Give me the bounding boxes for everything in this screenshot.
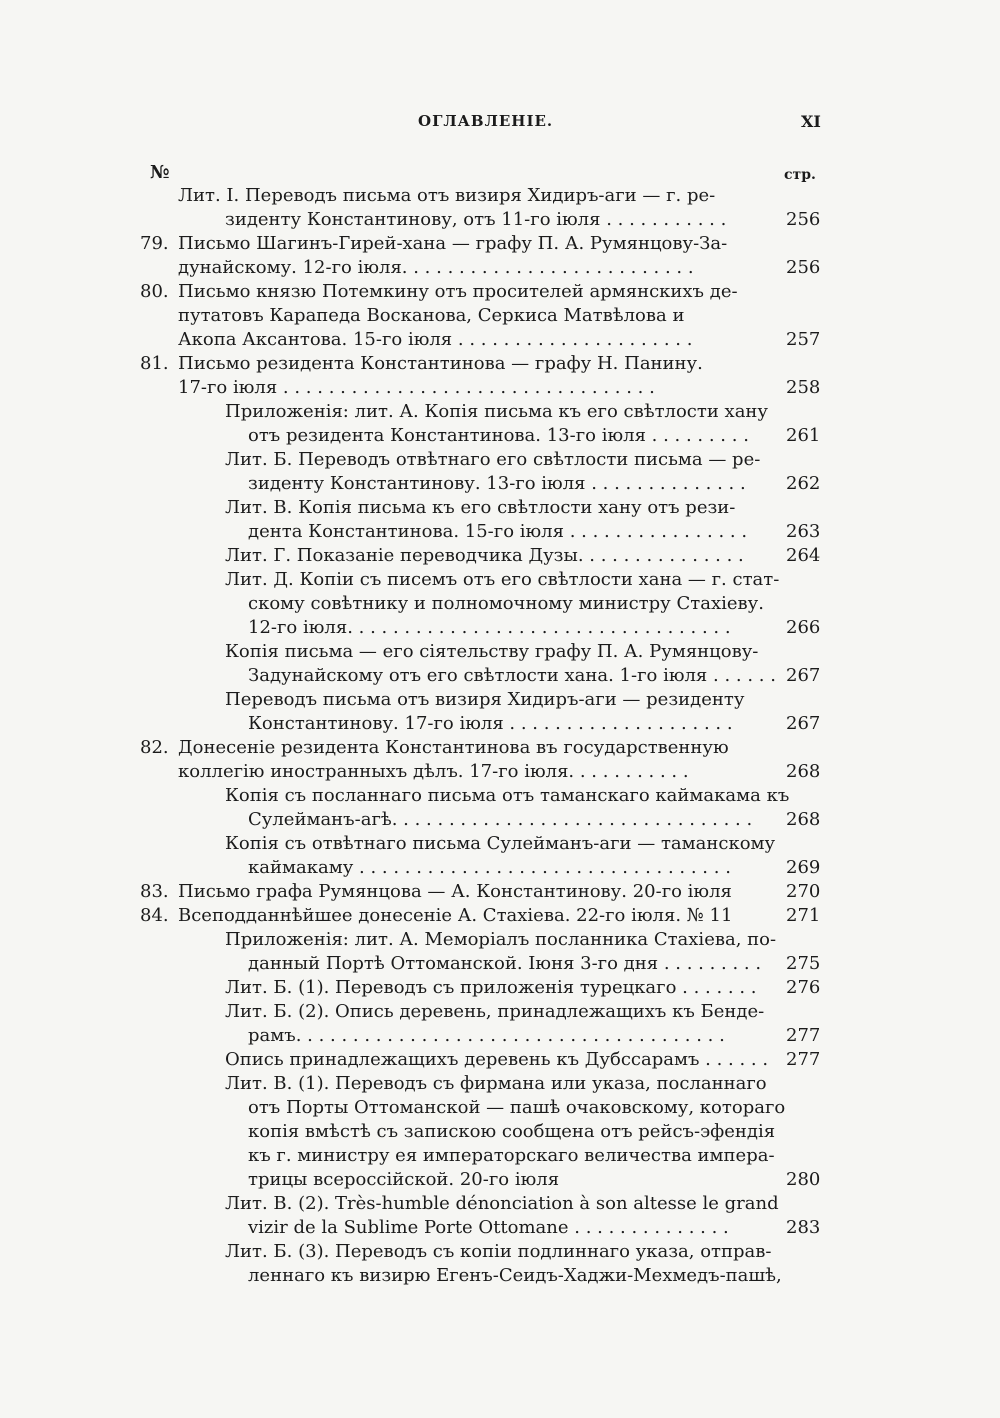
toc-entry-e81p — [0, 688, 1000, 736]
toc-line — [0, 520, 1000, 544]
entry-page: 261 — [786, 425, 821, 446]
toc-entry-e81 — [0, 352, 1000, 400]
entry-text: данный Портѣ Оттоманской. Іюня 3-го дня . . . . . . . . . — [248, 953, 762, 974]
entry-page: 267 — [786, 665, 821, 686]
toc-entry-e84v1 — [0, 1072, 1000, 1192]
number-column-label: № — [150, 162, 170, 183]
toc-line — [0, 904, 1000, 928]
entry-text: дунайскому. 12-го іюля. . . . . . . . . . . . . . . . . . . . . . . . . . — [178, 257, 694, 278]
toc-entry-e79 — [0, 232, 1000, 280]
entry-text: Лит. В. (2). Très-humble dénonciation à son altesse le grand — [225, 1193, 779, 1214]
toc-line — [0, 592, 1000, 616]
entry-text: Приложенія: лит. А. Копія письма къ его свѣтлости хану — [225, 401, 769, 422]
toc-line — [0, 256, 1000, 280]
entry-number: 81. — [140, 353, 169, 374]
entry-page: 257 — [786, 329, 821, 350]
entry-text: 12-го іюля. . . . . . . . . . . . . . . . . . . . . . . . . . . . . . . . . . — [248, 617, 731, 638]
toc-line — [0, 496, 1000, 520]
toc-line — [0, 856, 1000, 880]
toc-line — [0, 1144, 1000, 1168]
toc-line — [0, 280, 1000, 304]
entry-number: 79. — [140, 233, 169, 254]
toc-line — [0, 640, 1000, 664]
toc-line — [0, 952, 1000, 976]
toc-line — [0, 568, 1000, 592]
entry-page: 256 — [786, 257, 821, 278]
entry-page: 277 — [786, 1025, 821, 1046]
entry-text: Письмо Шагинъ-Гирей-хана — графу П. А. Румянцову-За- — [178, 233, 728, 254]
toc-line — [0, 232, 1000, 256]
entry-number: 82. — [140, 737, 169, 758]
entry-text: Лит. Б. (2). Опись деревень, принадлежащихъ къ Бенде- — [225, 1001, 765, 1022]
toc-line — [0, 616, 1000, 640]
running-header — [0, 112, 1000, 136]
entry-number: 80. — [140, 281, 169, 302]
toc-line — [0, 1168, 1000, 1192]
page-column-label: стр. — [784, 167, 816, 183]
page-number: XI — [801, 112, 821, 131]
toc-line — [0, 208, 1000, 232]
entry-text: Копія письма — его сіятельству графу П. А. Румянцову- — [225, 641, 759, 662]
entry-text: копія вмѣстѣ съ запискою сообщена отъ рейсъ-эфендія — [248, 1121, 776, 1142]
toc-line — [0, 1192, 1000, 1216]
toc-entry-e81g — [0, 544, 1000, 568]
entry-text: зиденту Константинову. 13-го іюля . . . . . . . . . . . . . . — [248, 473, 746, 494]
toc-line — [0, 1240, 1000, 1264]
entry-text: Всеподданнѣйшее донесеніе А. Стахіева. 22-го іюля. № 11 — [178, 905, 733, 926]
entry-text: скому совѣтнику и полномочному министру Стахіеву. — [248, 593, 764, 614]
toc-entry-e82a — [0, 784, 1000, 832]
entry-number: 83. — [140, 881, 169, 902]
entry-text: къ г. министру ея императорскаго величества импера- — [248, 1145, 775, 1166]
toc-line — [0, 304, 1000, 328]
toc-entry-e84b1 — [0, 976, 1000, 1000]
toc-entry-e81a — [0, 400, 1000, 448]
entry-text: зиденту Константинову, отъ 11-го іюля . . . . . . . . . . . — [225, 209, 727, 230]
toc-entry-e80 — [0, 280, 1000, 352]
toc-line — [0, 784, 1000, 808]
entry-text: Лит. Д. Копіи съ писемъ отъ его свѣтлости хана — г. стат- — [225, 569, 780, 590]
entry-text: Письмо графа Румянцова — А. Константинову. 20-го іюля — [178, 881, 732, 902]
toc-line — [0, 808, 1000, 832]
toc-line — [0, 712, 1000, 736]
toc-line — [0, 400, 1000, 424]
entry-text: Акопа Аксантова. 15-го іюля . . . . . . . . . . . . . . . . . . . . . — [178, 329, 693, 350]
entry-text: леннаго къ визирю Егенъ-Сеидъ-Хаджи-Мехмедъ-пашѣ, — [248, 1265, 782, 1286]
entry-text: коллегію иностранныхъ дѣлъ. 17-го іюля. . . . . . . . . . . — [178, 761, 689, 782]
entry-text: Копія съ отвѣтнаго письма Сулейманъ-аги — таманскому — [225, 833, 776, 854]
toc-line — [0, 1264, 1000, 1288]
toc-entry-e84b2 — [0, 1000, 1000, 1048]
entry-text: Лит. Б. (3). Переводъ съ копіи подлиннаго указа, отправ- — [225, 1241, 772, 1262]
toc-line — [0, 472, 1000, 496]
toc-line — [0, 376, 1000, 400]
entry-page: 280 — [786, 1169, 821, 1190]
toc-line — [0, 352, 1000, 376]
entry-text: каймакаму . . . . . . . . . . . . . . . . . . . . . . . . . . . . . . . . . — [248, 857, 731, 878]
entry-text: Письмо резидента Константинова — графу Н. Панину. — [178, 353, 703, 374]
entry-text: трицы всероссійской. 20-го іюля — [248, 1169, 560, 1190]
toc-entry-e84 — [0, 904, 1000, 928]
entry-text: Приложенія: лит. А. Меморіалъ посланника Стахіева, по- — [225, 929, 777, 950]
entry-text: Письмо князю Потемкину отъ просителей армянскихъ де- — [178, 281, 738, 302]
entry-page: 262 — [786, 473, 821, 494]
entry-text: Лит. Б. Переводъ отвѣтнаго его свѣтлости письма — ре- — [225, 449, 761, 470]
toc-entry-e84b3 — [0, 1240, 1000, 1288]
entry-page: 267 — [786, 713, 821, 734]
toc-entry-e81d — [0, 568, 1000, 640]
entry-text: рамъ. . . . . . . . . . . . . . . . . . . . . . . . . . . . . . . . . . . . . . — [248, 1025, 725, 1046]
toc-line — [0, 1048, 1000, 1072]
entry-page: 268 — [786, 761, 821, 782]
entry-text: Лит. В. Копія письма къ его свѣтлости хану отъ рези- — [225, 497, 736, 518]
entry-page: 264 — [786, 545, 821, 566]
entry-text: Лит. Б. (1). Переводъ съ приложенія турецкаго . . . . . . . — [225, 977, 757, 998]
toc-line — [0, 832, 1000, 856]
entry-page: 275 — [786, 953, 821, 974]
entry-page: 276 — [786, 977, 821, 998]
entry-page: 283 — [786, 1217, 821, 1238]
entry-text: Переводъ письма отъ визиря Хидиръ-аги — резиденту — [225, 689, 745, 710]
entry-page: 277 — [786, 1049, 821, 1070]
toc-entry-e81b — [0, 448, 1000, 496]
entry-page: 268 — [786, 809, 821, 830]
entry-page: 263 — [786, 521, 821, 542]
toc-line — [0, 664, 1000, 688]
toc-entry-e82 — [0, 736, 1000, 784]
toc-entry-e84a — [0, 928, 1000, 976]
entry-text: дента Константинова. 15-го іюля . . . . . . . . . . . . . . . . — [248, 521, 748, 542]
toc-line — [0, 736, 1000, 760]
entry-number: 84. — [140, 905, 169, 926]
toc-line — [0, 1120, 1000, 1144]
toc-line — [0, 328, 1000, 352]
entry-page: 266 — [786, 617, 821, 638]
entry-page: 258 — [786, 377, 821, 398]
entry-text: 17-го іюля . . . . . . . . . . . . . . . . . . . . . . . . . . . . . . . . . — [178, 377, 655, 398]
entry-text: путатовъ Карапеда Восканова, Серкиса Матвѣлова и — [178, 305, 685, 326]
page-title: ОГЛАВЛЕНІЕ. — [418, 112, 554, 130]
entry-text: vizir de la Sublime Porte Ottomane . . . . . . . . . . . . . . — [248, 1217, 729, 1238]
table-of-contents — [0, 184, 1000, 1288]
entry-text: Лит. I. Переводъ письма отъ визиря Хидиръ-аги — г. ре- — [178, 185, 716, 206]
toc-entry-e82b — [0, 832, 1000, 880]
toc-entry-e84v2 — [0, 1192, 1000, 1240]
entry-page: 256 — [786, 209, 821, 230]
entry-page: 271 — [786, 905, 821, 926]
entry-text: Опись принадлежащихъ деревень къ Дубссарамъ . . . . . . — [225, 1049, 769, 1070]
entry-text: Константинову. 17-го іюля . . . . . . . . . . . . . . . . . . . . — [248, 713, 733, 734]
toc-line — [0, 544, 1000, 568]
toc-entry-lit-i — [0, 184, 1000, 232]
toc-line — [0, 1024, 1000, 1048]
entry-page: 269 — [786, 857, 821, 878]
toc-line — [0, 1072, 1000, 1096]
toc-line — [0, 184, 1000, 208]
entry-text: Донесеніе резидента Константинова въ государственную — [178, 737, 729, 758]
entry-text: Лит. В. (1). Переводъ съ фирмана или указа, посланнаго — [225, 1073, 767, 1094]
toc-line — [0, 1096, 1000, 1120]
toc-line — [0, 424, 1000, 448]
toc-line — [0, 1216, 1000, 1240]
entry-text: Лит. Г. Показаніе переводчика Дузы. . . . . . . . . . . . . . . — [225, 545, 744, 566]
column-header — [0, 162, 1000, 186]
toc-entry-e81k — [0, 640, 1000, 688]
entry-text: Копія съ посланнаго письма отъ таманскаго каймакама къ — [225, 785, 790, 806]
toc-line — [0, 448, 1000, 472]
entry-page: 270 — [786, 881, 821, 902]
entry-text: отъ Порты Оттоманской — пашѣ очаковскому, котораго — [248, 1097, 786, 1118]
toc-entry-e84op — [0, 1048, 1000, 1072]
toc-entry-e83 — [0, 880, 1000, 904]
entry-text: отъ резидента Константинова. 13-го іюля . . . . . . . . . — [248, 425, 749, 446]
toc-line — [0, 928, 1000, 952]
toc-line — [0, 1000, 1000, 1024]
toc-line — [0, 760, 1000, 784]
entry-text: Сулейманъ-агѣ. . . . . . . . . . . . . . . . . . . . . . . . . . . . . . . . — [248, 809, 753, 830]
toc-line — [0, 688, 1000, 712]
toc-entry-e81v — [0, 496, 1000, 544]
toc-line — [0, 976, 1000, 1000]
entry-text: Задунайскому отъ его свѣтлости хана. 1-го іюля . . . . . . — [248, 665, 776, 686]
toc-line — [0, 880, 1000, 904]
